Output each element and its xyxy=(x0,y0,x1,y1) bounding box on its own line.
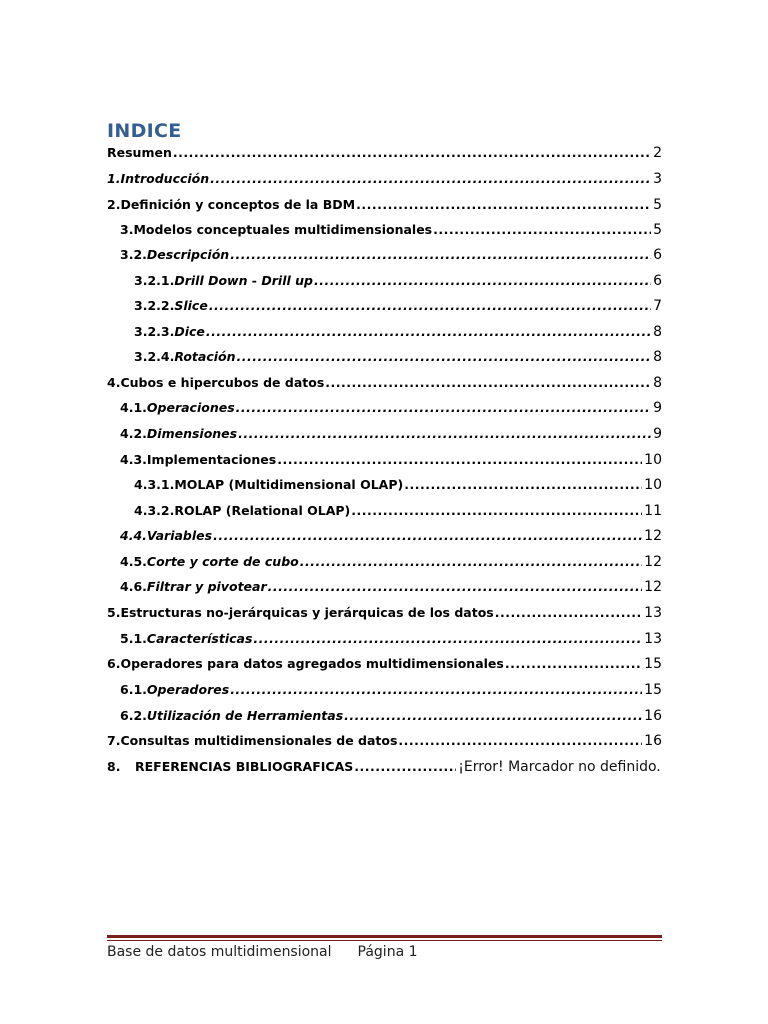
footer-divider-thick xyxy=(107,935,662,938)
toc-entry-number: 4.3.1. xyxy=(134,477,175,492)
toc-entry-label: Cubos e hipercubos de datos xyxy=(120,375,325,390)
toc-entry-page: 5 xyxy=(653,197,662,213)
toc-leader xyxy=(213,528,642,543)
toc-entry-referencias[interactable] xyxy=(107,759,662,779)
toc-entry-label: Resumen xyxy=(107,145,172,160)
toc-entry-label: Filtrar y pivotear xyxy=(146,579,267,594)
toc-entry-label: Rotación xyxy=(174,349,236,364)
toc-entry-operaciones[interactable] xyxy=(120,400,662,420)
toc-entry-page: 2 xyxy=(653,145,662,161)
toc-entry-operadores[interactable] xyxy=(120,682,662,702)
toc-entry-modelos[interactable] xyxy=(120,222,662,242)
toc-entry-page: 10 xyxy=(644,452,662,468)
toc-entry-estructuras[interactable] xyxy=(107,605,662,625)
toc-entry-page: 7 xyxy=(653,298,662,314)
toc-entry-slice[interactable] xyxy=(134,298,662,318)
toc-entry-number: 4.3.2. xyxy=(134,503,175,518)
toc-entry-drill[interactable] xyxy=(134,273,662,293)
toc-entry-number: 6.2. xyxy=(120,708,147,723)
toc-entry-label: Dice xyxy=(174,324,205,339)
toc-entry-page: 3 xyxy=(653,171,662,187)
toc-entry-number: 4.4. xyxy=(120,528,147,543)
toc-entry-caracteristicas[interactable] xyxy=(120,631,662,651)
toc-entry-number: 4.5. xyxy=(120,554,147,569)
toc-entry-label: Drill Down - Drill up xyxy=(174,273,313,288)
toc-entry-dimensiones[interactable] xyxy=(120,426,662,446)
toc-entry-label: Modelos conceptuales multidimensionales xyxy=(133,222,433,237)
toc-entry-number: 5. xyxy=(107,605,121,620)
toc-entry-page: 9 xyxy=(653,400,662,416)
toc-entry-page: 15 xyxy=(644,656,662,672)
toc-entry-label: Dimensiones xyxy=(146,426,238,441)
toc-entry-label: Consultas multidimensionales de datos xyxy=(120,733,398,748)
toc-entry-page: 12 xyxy=(644,579,662,595)
toc-leader xyxy=(210,171,651,186)
toc-entry-page: 5 xyxy=(653,222,662,238)
toc-entry-number: 3.2.1. xyxy=(134,273,175,288)
toc-entry-label: Descripción xyxy=(146,247,230,262)
toc-entry-rolap[interactable] xyxy=(134,503,662,523)
toc-entry-corte[interactable] xyxy=(120,554,662,574)
toc-entry-consultas[interactable] xyxy=(107,733,662,753)
toc-leader xyxy=(505,656,642,671)
toc-entry-introduccion[interactable] xyxy=(107,171,662,191)
toc-leader xyxy=(209,298,651,313)
toc-entry-number: 4. xyxy=(107,375,121,390)
toc-entry-number: 4.2. xyxy=(120,426,147,441)
toc-entry-page: 16 xyxy=(644,733,662,749)
toc-entry-page: 8 xyxy=(653,324,662,340)
toc-entry-resumen[interactable] xyxy=(107,145,662,165)
toc-entry-label: Variables xyxy=(146,528,213,543)
toc-entry-page: 12 xyxy=(644,528,662,544)
toc-entry-number: 3.2.4. xyxy=(134,349,175,364)
toc-leader xyxy=(398,733,642,748)
toc-leader xyxy=(230,682,642,697)
toc-leader xyxy=(238,426,651,441)
toc-entry-filtrar[interactable] xyxy=(120,579,662,599)
toc-entry-error: ¡Error! Marcador no definido. xyxy=(458,759,661,775)
toc-entry-molap[interactable] xyxy=(134,477,662,497)
toc-entry-number: 4.1. xyxy=(120,400,147,415)
toc-leader xyxy=(433,222,651,237)
toc-entry-label: Corte y corte de cubo xyxy=(146,554,299,569)
toc-leader xyxy=(253,631,642,646)
toc-entry-number: 3.2.3. xyxy=(134,324,175,339)
toc-leader xyxy=(277,452,642,467)
footer-doc-title: Base de datos multidimensional xyxy=(107,944,332,960)
toc-entry-label: Implementaciones xyxy=(146,452,277,467)
toc-leader xyxy=(325,375,651,390)
toc-leader xyxy=(268,579,643,594)
toc-entry-page: 13 xyxy=(644,631,662,647)
toc-leader xyxy=(495,605,642,620)
toc-entry-label: Definición y conceptos de la BDM xyxy=(120,197,356,212)
toc-entry-page: 10 xyxy=(644,477,662,493)
toc-leader xyxy=(230,247,651,262)
toc-entry-label: REFERENCIAS BIBLIOGRAFICAS xyxy=(135,759,354,774)
toc-entry-number: 7. xyxy=(107,733,121,748)
toc-leader xyxy=(404,477,642,492)
toc-leader xyxy=(351,503,642,518)
footer-divider-thin xyxy=(107,940,662,941)
toc-entry-number: 4.3. xyxy=(120,452,147,467)
toc-entry-implementaciones[interactable] xyxy=(120,452,662,472)
toc-entry-page: 13 xyxy=(644,605,662,621)
toc-entry-page: 12 xyxy=(644,554,662,570)
toc-entry-variables[interactable] xyxy=(120,528,662,548)
toc-leader xyxy=(237,349,652,364)
toc-entry-number: 6. xyxy=(107,656,121,671)
footer-divider xyxy=(107,935,662,941)
toc-entry-cubos[interactable] xyxy=(107,375,662,395)
toc-entry-page: 16 xyxy=(644,708,662,724)
toc-leader xyxy=(173,145,651,160)
toc-leader xyxy=(206,324,651,339)
toc-entry-number: 3. xyxy=(120,222,134,237)
toc-entry-label: Operadores xyxy=(146,682,230,697)
toc-entry-page: 8 xyxy=(653,349,662,365)
toc-entry-descripcion[interactable] xyxy=(120,247,662,267)
toc-entry-number: 5.1. xyxy=(120,631,147,646)
toc-entry-label: Utilización de Herramientas xyxy=(146,708,344,723)
toc-entry-page: 15 xyxy=(644,682,662,698)
footer-page-number: Página 1 xyxy=(357,944,418,960)
toc-entry-label: Estructuras no-jerárquicas y jerárquicas de los datos xyxy=(120,605,494,620)
toc-entry-operadores-datos[interactable] xyxy=(107,656,662,676)
toc-entry-number: 4.6. xyxy=(120,579,147,594)
toc-entry-number: 8. xyxy=(107,759,121,774)
toc-entry-page: 8 xyxy=(653,375,662,391)
toc-entry-dice[interactable] xyxy=(134,324,662,344)
toc-leader xyxy=(300,554,642,569)
toc-entry-label: MOLAP (Multidimensional OLAP) xyxy=(174,477,404,492)
toc-entry-label: ROLAP (Relational OLAP) xyxy=(174,503,351,518)
toc-entry-number: 3.2. xyxy=(120,247,147,262)
toc-entry-page: 6 xyxy=(653,247,662,263)
toc-entry-number: 2. xyxy=(107,197,121,212)
toc-entry-page: 6 xyxy=(653,273,662,289)
toc-entry-number: 6.1. xyxy=(120,682,147,697)
toc-entry-definicion[interactable] xyxy=(107,197,662,217)
toc-entry-number: 3.2.2. xyxy=(134,298,175,313)
toc-leader xyxy=(314,273,651,288)
toc-entry-rotacion[interactable] xyxy=(134,349,662,369)
toc-entry-label: Slice xyxy=(174,298,208,313)
page-footer xyxy=(107,944,418,960)
toc-leader xyxy=(236,400,651,415)
toc-entry-label: Introducción xyxy=(120,171,210,186)
toc-entry-page: 11 xyxy=(644,503,662,519)
toc-entry-label: Operadores para datos agregados multidimensionales xyxy=(120,656,504,671)
toc-entry-herramientas[interactable] xyxy=(120,708,662,728)
page-title: INDICE xyxy=(107,120,182,142)
toc-entry-number: 1. xyxy=(107,171,121,186)
toc-entry-label: Características xyxy=(146,631,253,646)
toc-leader xyxy=(344,708,642,723)
toc-leader xyxy=(356,197,651,212)
toc-entry-label: Operaciones xyxy=(146,400,235,415)
toc-entry-page: 9 xyxy=(653,426,662,442)
toc-leader xyxy=(354,759,456,774)
